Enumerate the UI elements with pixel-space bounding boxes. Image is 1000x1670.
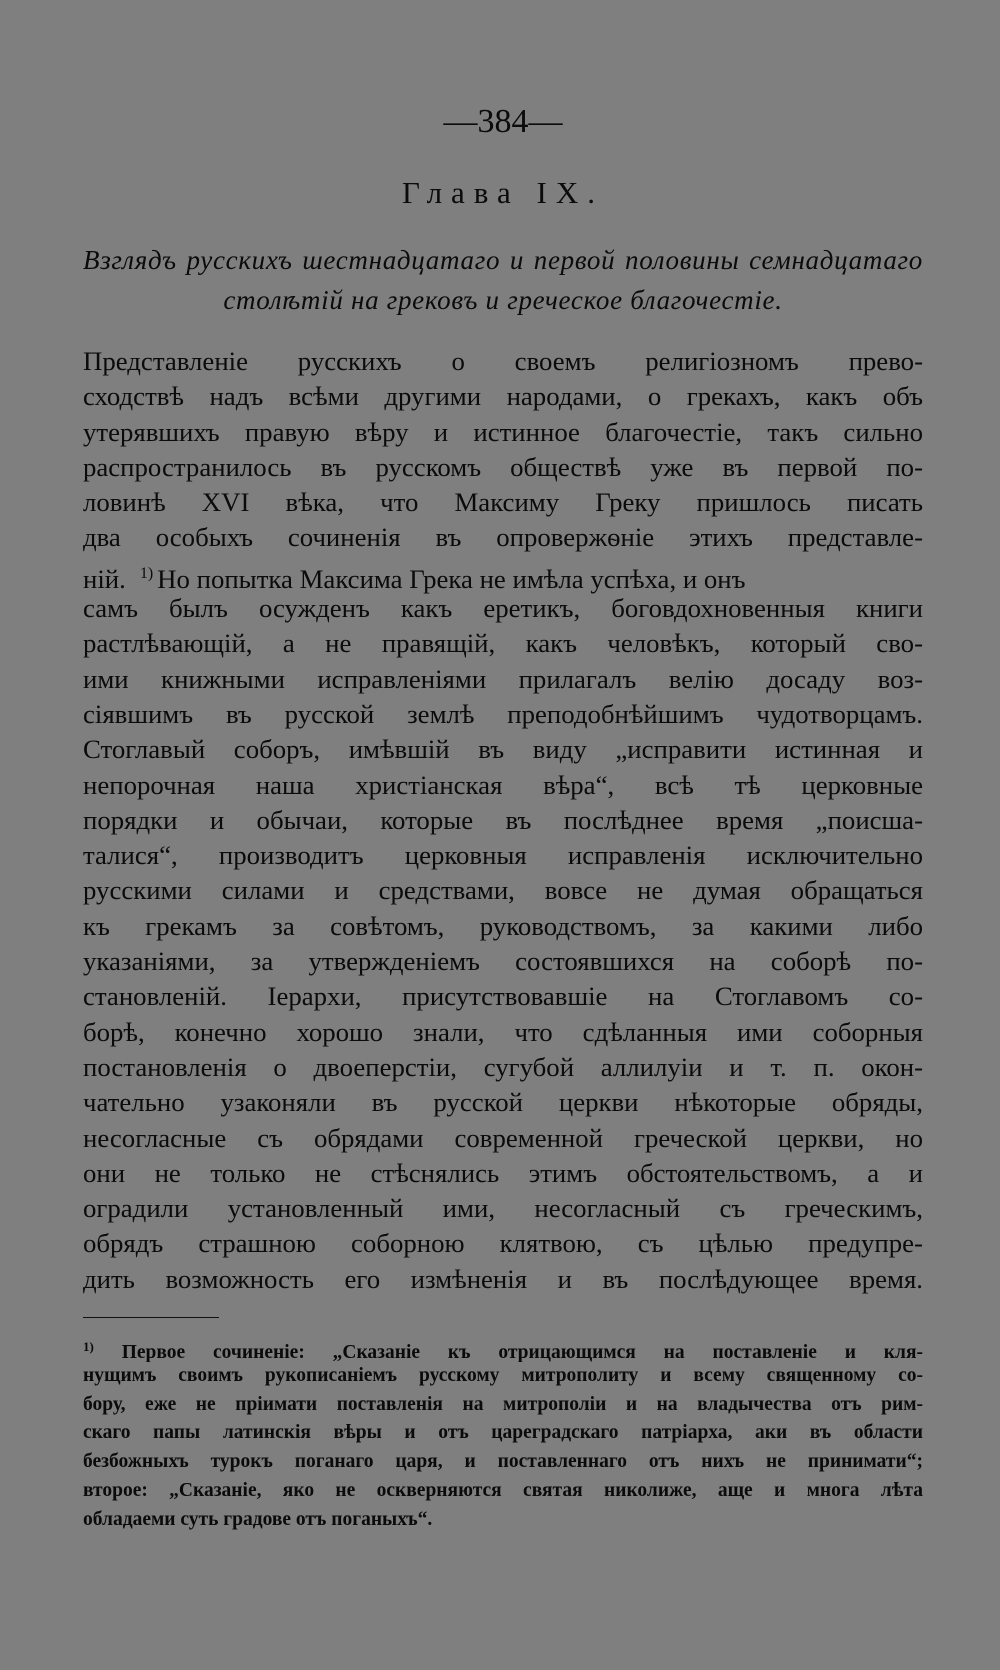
footnote-line: нущимъ своимъ рукописаніемъ русскому митрополиту и всему священному со- [83, 1364, 923, 1386]
footnote-line: безбожныхъ турокъ поганаго царя, и поставленнаго отъ нихъ не принимати“; [83, 1451, 923, 1473]
footnote-mark: 1) [83, 1339, 94, 1354]
text-line: несогласные съ обрядами современной греческой церкви, но [83, 1122, 923, 1153]
text-line: оградили установленный ими, несогласный съ греческимъ, [83, 1193, 923, 1224]
text-line: сіявшимъ въ русской землѣ преподобнѣйшимъ чудотворцамъ. [83, 698, 923, 729]
text-line: два особыхъ сочиненія въ опровержѳніе этихъ представле- [83, 522, 923, 553]
text-line: непорочная наша христіанская вѣра“, всѣ тѣ церковные [83, 769, 923, 800]
text-line: самъ былъ осужденъ какъ еретикъ, боговдохновенныя книги [83, 593, 923, 624]
footnote-reference[interactable]: 1) [139, 564, 154, 582]
text-line: русскими силами и средствами, вовсе не думая обращаться [83, 875, 923, 906]
chapter-title: Глава IX. [401, 175, 605, 210]
footnote-line [83, 1333, 923, 1362]
text-fragment: ній. [83, 563, 126, 594]
text-line: къ грекамъ за совѣтомъ, руководствомъ, за какими либо [83, 910, 923, 941]
text-line: Представленіе русскихъ о своемъ религіозномъ прево- [83, 346, 923, 376]
text-line: борѣ, конечно хорошо знали, что сдѣланныя ими соборныя [83, 1016, 923, 1047]
text-line: обрядъ страшною соборною клятвою, съ цѣлью предупре- [83, 1228, 923, 1259]
chapter-subtitle: Взглядъ русскихъ шестнадцатаго и первой половины семнадцатаго столѣтій на грековъ и греческое благочестіе. [83, 245, 923, 315]
text-line: ловинѣ XVI вѣка, что Максиму Греку пришлось писать [83, 487, 923, 518]
text-line: становленій. Іерархи, присутствовавшіе на Стоглавомъ со- [83, 981, 923, 1012]
footnote-line: второе: „Сказаніе, яко не оскверняются святая николиже, аще и многа лѣта [83, 1479, 923, 1501]
text-fragment: Но попытка Максима Грека не имѣла успѣха, и онъ [157, 563, 746, 594]
text-line: распространилось въ русскомъ обществѣ уже въ первой по- [83, 451, 923, 482]
footnote-line: бору, еже не пріимати поставленія на митрополіи и на владычества отъ рим- [83, 1393, 923, 1415]
footnote-divider [83, 1317, 219, 1318]
text-line-with-footnote [83, 556, 923, 594]
text-line: дить возможность его измѣненія и въ послѣдующее время. [83, 1263, 923, 1294]
text-line: указаніями, за утвержденіемъ состоявшихся на соборѣ по- [83, 946, 923, 977]
text-line: сходствѣ надъ всѣми другими народами, о грекахъ, какъ объ [83, 381, 923, 412]
page-number: —384— [443, 103, 563, 140]
text-line: они не только не стѣснялись этимъ обстоятельствомъ, а и [83, 1157, 923, 1188]
main-paragraph [83, 344, 923, 1297]
text-line: талися“, производитъ церковныя исправленія исключительно [83, 840, 923, 871]
text-line: постановленія о двоеперстіи, сугубой аллилуіи и т. п. окон- [83, 1051, 923, 1082]
footnote-line: скаго папы латинскія вѣры и отъ цареградскаго патріарха, аки въ области [83, 1422, 923, 1444]
footnote-line: обладаеми суть градове отъ поганыхъ“. [83, 1508, 433, 1530]
text-line: ими книжными исправленіями прилагалъ велію досаду воз- [83, 663, 923, 694]
footnote-text: Первое сочиненіе: „Сказаніе къ отрицающимся на поставленіе и кля- [121, 1342, 923, 1362]
text-line: утерявшихъ правую вѣру и истинное благочестіе, такъ сильно [83, 416, 923, 447]
text-line: порядки и обычаи, которые въ послѣднее время „поисша- [83, 804, 923, 835]
text-line: растлѣвающій, а не правящій, какъ человѣкъ, который сво- [83, 628, 923, 659]
footnote [83, 1333, 923, 1535]
text-line: Стоглавый соборъ, имѣвшій въ виду „исправити истинная и [83, 734, 923, 765]
text-line: чательно узаконяли въ русской церкви нѣкоторые обряды, [83, 1087, 923, 1118]
